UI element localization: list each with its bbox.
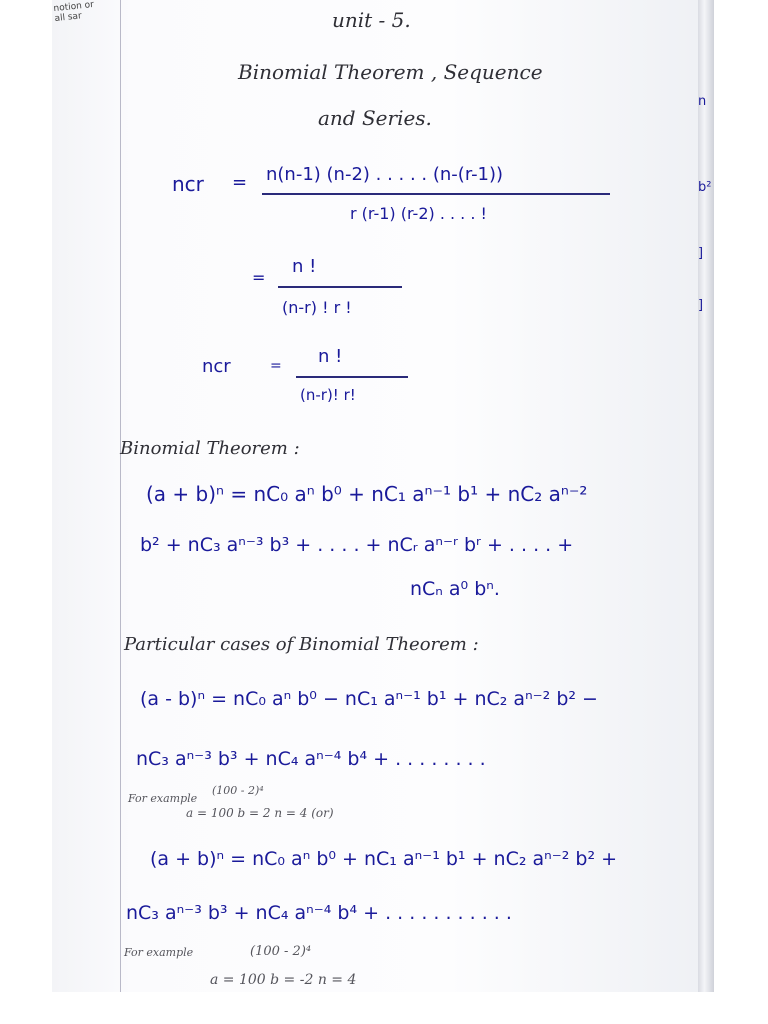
title-line-1: Binomial Theorem , Sequence [238,60,543,84]
fraction-bar [262,193,610,195]
equals-sign: = [232,172,248,193]
corner-text [53,0,95,24]
corner-text-line: notion or [53,0,95,15]
particular-cases-heading: Particular cases of Binomial Theorem : [124,634,479,655]
plus-case-line-1: (a + b)ⁿ = nC₀ aⁿ b⁰ + nC₁ aⁿ⁻¹ b¹ + nC₂ aⁿ⁻² b² + [150,848,618,870]
ncr-label-2: ncr [202,356,231,377]
minus-example-values: a = 100 b = 2 n = 4 (or) [186,806,334,820]
binomial-line-1: (a + b)ⁿ = nC₀ aⁿ b⁰ + nC₁ aⁿ⁻¹ b¹ + nC₂ aⁿ⁻² [146,482,588,506]
fraction-bar [278,286,402,288]
plus-case-line-2: nC₃ aⁿ⁻³ b³ + nC₄ aⁿ⁻⁴ b⁴ + . . . . . . . . . . . [126,902,512,924]
minus-case-line-1: (a - b)ⁿ = nC₀ aⁿ b⁰ − nC₁ aⁿ⁻¹ b¹ + nC₂ aⁿ⁻² b² − [140,688,598,710]
ncr-denominator: r (r-1) (r-2) . . . . ! [350,204,487,223]
ncr-label: ncr [172,172,204,196]
plus-example-expr: (100 - 2)⁴ [250,944,312,959]
unit-heading: unit - 5. [332,8,411,32]
ncr-denominator-3: (n-r)! r! [300,386,356,404]
edge-mark: b² [698,180,712,195]
minus-example-label: For example [128,792,198,805]
ncr-numerator-2: n ! [292,256,317,277]
plus-example-label: For example [124,946,194,959]
plus-example-values: a = 100 b = -2 n = 4 [210,972,357,988]
corner-text-line: all sar [54,11,83,25]
equals-sign: = [270,358,282,374]
title-line-2: and Series. [318,106,432,130]
binomial-line-3: nCₙ a⁰ bⁿ. [410,578,500,600]
notebook-spine [698,0,714,992]
edge-mark: ] [698,298,704,313]
binomial-line-2: b² + nC₃ aⁿ⁻³ b³ + . . . . + nCᵣ aⁿ⁻ʳ bʳ + . . . . + [140,534,574,556]
binomial-theorem-heading: Binomial Theorem : [120,438,300,459]
edge-mark: n [698,94,707,109]
edge-mark: ] [698,246,704,261]
minus-example-expr: (100 - 2)⁴ [212,784,264,797]
ncr-numerator-3: n ! [318,346,343,367]
margin-line [120,0,121,992]
ncr-denominator-2: (n-r) ! r ! [282,298,352,317]
minus-case-line-2: nC₃ aⁿ⁻³ b³ + nC₄ aⁿ⁻⁴ b⁴ + . . . . . . . . [136,748,486,770]
fraction-bar [296,376,408,378]
equals-sign: = [252,268,266,287]
ncr-numerator: n(n-1) (n-2) . . . . . (n-(r-1)) [266,164,504,185]
